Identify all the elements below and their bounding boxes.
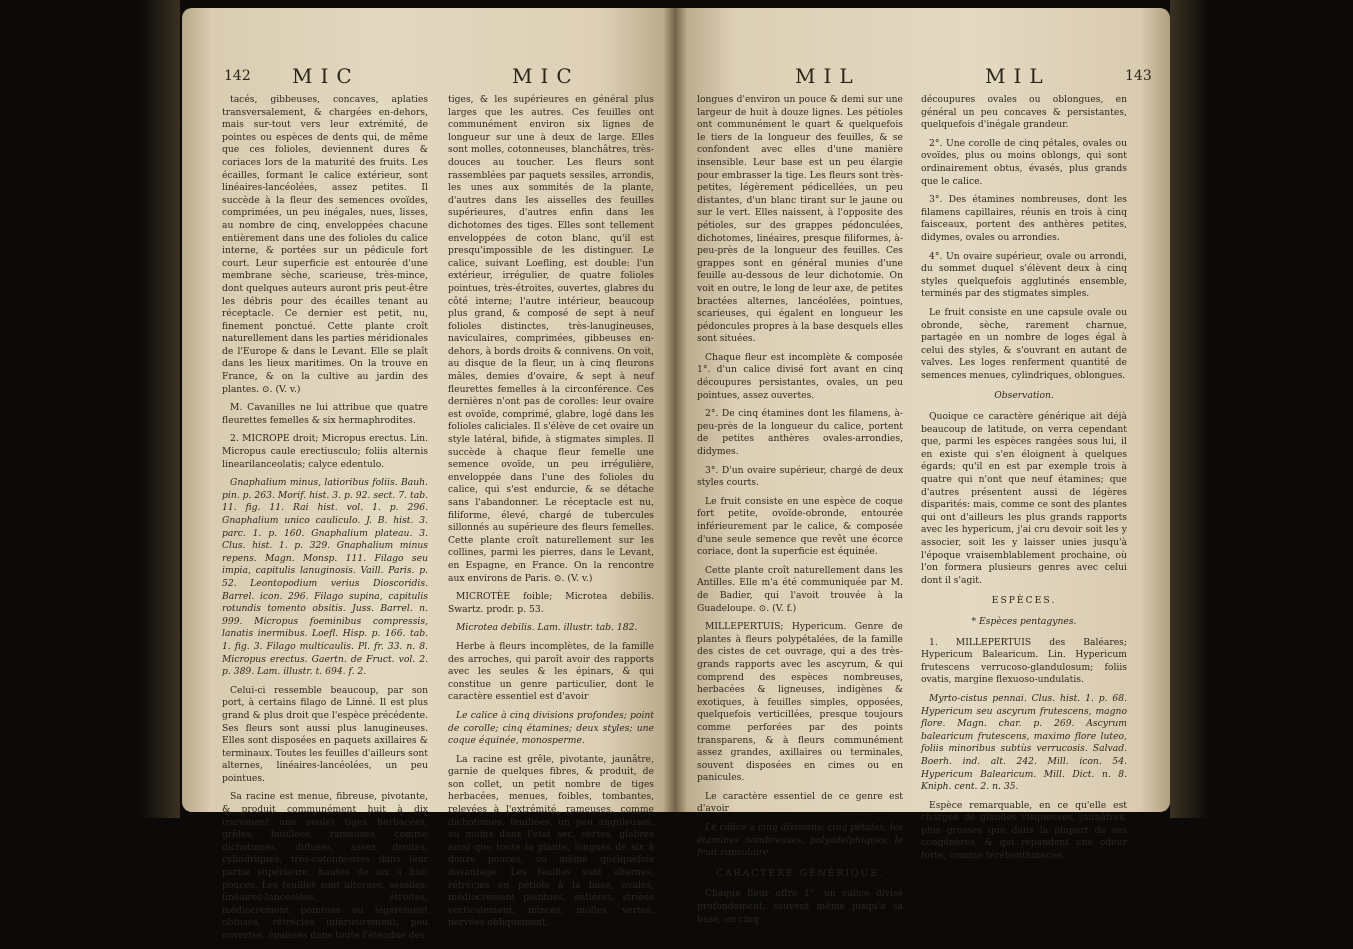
paragraph: Le calice à cinq divisions; cinq pétales; les étamines nombreuses, polyadelphiques; le fruit capsulaire. [697, 822, 903, 859]
page-number-left: 142 [224, 68, 251, 84]
right-column-1 [697, 94, 903, 932]
paragraph: Chaque fleur est incomplète & composée 1°. d'un calice divisé fort avant en cinq découpures persistantes, ovales, un peu pointues, assez ouvertes. [697, 351, 903, 401]
section-heading: Observation. [994, 390, 1054, 402]
paragraph: Quoique ce caractère générique ait déjà beaucoup de latitude, on verra cependant que, parmi les espèces rangées sous lui, il en existe qui s'en éloignent à quelques égards; qu'il en est par exemple trois à quatre qui n'ont que neuf étamines; que d'autres présentent aussi de légères disparités: mais, comme ce sont des plantes qui ont d'ailleurs les plus grands rapports avec les hypericum, j'ai cru devoir soit les y associer, soit les y laisser unies jusqu'à l'époque vraisemblablement prochaine, où l'on formera plusieurs genres avec celui dont il s'agit. [921, 411, 1127, 586]
right-page [675, 8, 1170, 925]
paragraph: Herbe à fleurs incomplètes, de la famille des arroches, qui paroît avoir des rapports avec les seules & les épinars, & qui constitue un genre particulier, dont le caractère essentiel est d'avoir [448, 640, 654, 703]
running-head-right-2: MIL [985, 64, 1051, 88]
paragraph: La racine est grêle, pivotante, jaunâtre, garnie de quelques fibres, & produit, de son collet, un petit nombre de tiges herbacées, menues, foibles, tombantes, relevées à l'extrémité, rameuses, comme dichotomes, feuillées, un peu anguleuses, au moins dans l'état sec, vertes, glabres ainsi que toute la plante, longues de six à douze pouces, ou même quelquefois davantage. Les feuilles sont alternes, rétrécies en pétiole à la base, ovales, médiocrement pointues, entières, striées verticalement, minces, molles, vertes, nervées obliquement, [448, 753, 654, 929]
paragraph: Cette plante croît naturellement dans les Antilles. Elle m'a été communiquée par M. de Badier, qui l'avoit trouvée à la Guadeloupe. ⊙. (V. f.) [697, 564, 903, 614]
right-binding-shadow [1170, 0, 1210, 818]
paragraph: Microtea debilis. Lam. illustr. tab. 182. [456, 622, 638, 634]
left-column-1 [222, 94, 428, 949]
paragraph: Celui-ci ressemble beaucoup, par son port, à certains filago de Linné. Il est plus grand & plus droit que l'espèce précédente. Ses fleurs sont aussi plus lanugineuses. Elles sont disposées en paquets axillaires & terminaux. Toutes les feuilles d'ailleurs sont alternes, linéaires-lancéolées, un peu pointues. [222, 684, 428, 784]
paragraph: 2. MICROPE droit; Micropus erectus. Lin. Micropus caule erectiusculo; foliis alternis linearilanceolatis; calyce edentulo. [222, 433, 428, 470]
paragraph: tiges, & les supérieures en général plus larges que les autres. Ces feuilles ont communément environ six lignes de longueur sur une à deux de large. Elles sont molles, cotonneuses, blanchâtres, très-douces au toucher. Les fleurs sont rassemblées par paquets sessiles, arrondis, les unes aux sommités de la plante, d'autres dans les aisselles des feuilles supérieures, d'autres enfin dans les dichotomes des tiges. Elles sont tellement enveloppées de coton blanc, qu'il est presqu'impossible de les distinguer. Le calice, suivant Loefling, est double: l'un extérieur, irrégulier, de quatre folioles pointues, très-étroites, ouvertes, glabres du côté interne; l'autre intérieur, beaucoup plus grand, & composé de sept à neuf folioles distinctes, très-lanugineuses, naviculaires, comprimées, gibbeuses en-dehors, à bords droits & connivens. On voit, au disque de la fleur, un à cinq fleurons mâles, demies d'ovaire, & sept à neuf fleurettes femelles à la circonférence. Ces dernières n'ont pas de corolles: leur ovaire est ovoïde, comprimé, glabre, logé dans les folioles caliciales. Il s'élève de cet ovaire un style latéral, bifide, à stigmates simples. Il succède à chaque fleur femelle une semence ovoïde, un peu irrégulière, enveloppée dans l'une des folioles du calice, qui s'est endurcie, & se détache sans l'abandonner. Le réceptacle est nu, filiforme, élevé, chargé de tubercules sillonnés au supérieure des fleurs femelles. Cette plante croît naturellement sur les collines, parmi les pierres, dans le Levant, en Espagne, en France. On la rencontre aux environs de Paris. ⊙. (V. v.) [448, 94, 654, 584]
paragraph: 4°. Un ovaire supérieur, ovale ou arrondi, du sommet duquel s'élèvent deux à cinq styles quelquefois agglutinés ensemble, terminés par des stigmates simples. [921, 250, 1127, 300]
section-heading: CARACTÈRE GÉNÉRIQUE. [716, 867, 884, 879]
paragraph: MILLEPERTUIS; Hypericum. Genre de plantes à fleurs polypétalées, de la famille des cistes de cet ouvrage, qui a des très-grands rapports avec les ascyrum, & qui comprend des espèces nombreuses, herbacées & ligneuses, indigènes & exotiques, à feuilles simples, opposées, quelquefois verticillées, presque toujours comme perforées par des points transparens, & à fleurs communément assez grandes, axillaires ou terminales, souvent disposées en cimes ou en panicules. [697, 621, 903, 784]
running-head-left-1: MIC [292, 64, 360, 88]
paragraph: Espèce remarquable, en ce qu'elle est chargée de glandes visqueuses, jaunâtres, plus grosses que dans la plupart de ses congénères, & qui répandent une odeur forte, comme térébenthinacée. [921, 799, 1127, 862]
paragraph: découpures ovales ou oblongues, en général un peu concaves & persistantes, quelquefois d'inégale grandeur. [921, 94, 1127, 131]
paragraph: Le calice à cinq divisions profondes; point de corolle; cinq étamines; deux styles; une coque équinée, monosperme. [448, 709, 654, 747]
left-page [182, 8, 675, 941]
running-head-right-1: MIL [795, 64, 861, 88]
section-subheading: * Espèces pentagynes. [971, 615, 1077, 627]
paragraph: Chaque fleur offre 1°. un calice divisé profondément, souvent même jusqu'à sa base, en cinq [697, 888, 903, 925]
paragraph: Le fruit consiste en une capsule ovale ou obronde, sèche, rarement charnue, partagée en un nombre de loges égal à celui des styles, & s'ouvrant en autant de valves. Les loges renferment quantité de semences menues, cylindriques, oblongues. [921, 306, 1127, 381]
book-gutter [663, 8, 687, 812]
paragraph: 3°. D'un ovaire supérieur, chargé de deux styles courts. [697, 464, 903, 489]
left-binding-shadow [140, 0, 180, 818]
paragraph: Sa racine est menue, fibreuse, pivotante, & produit communément huit à dix (rarement une seule) tiges herbacées, grêles, feuillées, rameuses, comme dichotomes, diffuses, assez droites, cylindriques, très-cotonneuses dans leur partie supérieure, hautes de six à huit pouces. Les feuilles sont alternes, sessiles, linéaires-lancéolées, étroites, médiocrement pointues ou légèrement obtuses, rétrécies inférieurement, peu ouvertes, épaisses dans toute l'étendue des [222, 791, 428, 941]
paragraph: 3°. Des étamines nombreuses, dont les filamens capillaires, réunis en trois à cinq faisceaux, portent des anthères petites, didymes, ovales ou arrondies. [921, 194, 1127, 243]
section-heading: ESPÈCES. [991, 595, 1057, 607]
running-head-left-2: MIC [512, 64, 580, 88]
paragraph: M. Cavanilles ne lui attribue que quatre fleurettes femelles & six hermaphrodites. [222, 402, 428, 426]
paragraph: Le caractère essentiel de ce genre est d'avoir [697, 790, 903, 815]
paragraph: MICROTÈE foible; Microtea debilis. Swartz. prodr. p. 53. [448, 591, 654, 615]
right-column-2 [921, 94, 1127, 869]
paragraph: Le fruit consiste en une espèce de coque fort petite, ovoïde-obronde, entourée inférieurement par le calice, & composée d'une seule semence que revêt une écorce coriace, dont la superficie est équinée. [697, 495, 903, 558]
paragraph: 2°. Une corolle de cinq pétales, ovales ou ovoïdes, plus ou moins oblongs, qui sont ordinairement obtus, évasés, plus grands que le calice. [921, 137, 1127, 187]
left-column-2 [448, 94, 654, 936]
page-number-right: 143 [1125, 68, 1152, 84]
paragraph: Gnaphalium minus, latioribus foliis. Bauh. pin. p. 263. Morif. hist. 3. p. 92. sect. 7. tab. 11. fig. 11. Rai hist. vol. 1. p. 296. Gnaphalium unico cauliculo. J. B. hist. 3. parc. 1. p. 160. Gnaphalium plateau. 3. Clus. hist. 1. p. 329. Gnaphalium minus repens. Magn. Monsp. 111. Filago seu impia, capitulis lanuginosis. Vaill. Paris. p. 52. Leontopodium verius Dioscoridis. Barrel. icon. 296. Filago supina, capitulis rotundis tomento obsitis. Juss. Barrel. n. 999. Micropus foeminibus compressis, lanatis inermibus. Loefl. Hisp. p. 166. tab. 1. fig. 3. Filago multicaulis. Pl. fr. 33. n. 8. Micropus erectus. Gaertn. de Fruct. vol. 2. p. 389. Lam. illustr. t. 694. f. 2. [222, 477, 428, 678]
paragraph: 2°. De cinq étamines dont les filamens, à-peu-près de la longueur du calice, portent de petites anthères ovales-arrondies, didymes. [697, 408, 903, 458]
paragraph: tacés, gibbeuses, concaves, aplaties transversalement, & chargées en-dehors, mais sur-tout vers leur extrémité, de pointes ou espèces de dents qui, de même que ces folioles, deviennent dures & coriaces lors de la maturité des fruits. Les écailles, formant le calice extérieur, sont linéaires-lancéolées, assez petites. Il succède à la fleur des semences ovoïdes, comprimées, un peu inégales, nues, lisses, au nombre de cinq, enveloppées chacune entièrement dans une des folioles du calice interne, & portées sur un pédicule fort court. Leur superficie est entourée d'une membrane sèche, scarieuse, très-mince, dont quelques auteurs auront pris peut-être les débris pour des écailles tenant au réceptacle. Ce dernier est petit, nu, finement ponctué. Cette plante croît naturellement dans les parties méridionales de l'Europe & dans le Levant. Elle se plaît dans les lieux maritimes. On la trouve en France, & on la cultive au jardin des plantes. ⊙. (V. v.) [222, 94, 428, 395]
paragraph: longues d'environ un pouce & demi sur une largeur de huit à douze lignes. Les pétioles ont communément le quart & quelquefois le tiers de la longueur des feuilles, & se confondent avec elles d'une manière insensible. Leur base est un peu élargie pour embrasser la tige. Les fleurs sont très-petites, légèrement pédicellées, un peu distantes, d'un blanc tirant sur le jaune ou sur le vert. Elles naissent, à l'opposite des pétioles, sur des grappes pédonculées, dichotomes, linéaires, presque filiformes, à-peu-près de la longueur des feuilles. Ces grappes sont en général munies d'une feuille au-dessous de leur dichotomie. On voit en outre, le long de leur axe, de petites bractées alternes, lancéolées, pointues, scarieuses, qui égalent en longueur les pédoncules propres à la base desquels elles sont situées. [697, 94, 903, 345]
paragraph: Myrto-cistus pennai. Clus. hist. 1. p. 68. Hypericum seu ascyrum frutescens, magno flore. Magn. char. p. 269. Ascyrum balearicum frutescens, maximo flore luteo, foliis minoribus subtùs verrucosis. Salvad. Boerh. ind. alt. 242. Mill. icon. 54. Hypericum Balearicum. Mill. Dict. n. 8. Kniph. cent. 2. n. 35. [921, 692, 1127, 793]
paragraph: 1. MILLEPERTUIS des Baléares; Hypericum Balearicum. Lin. Hypericum frutescens verrucoso-glandulosum; foliis ovatis, margine flexuoso-undulatis. [921, 636, 1127, 686]
